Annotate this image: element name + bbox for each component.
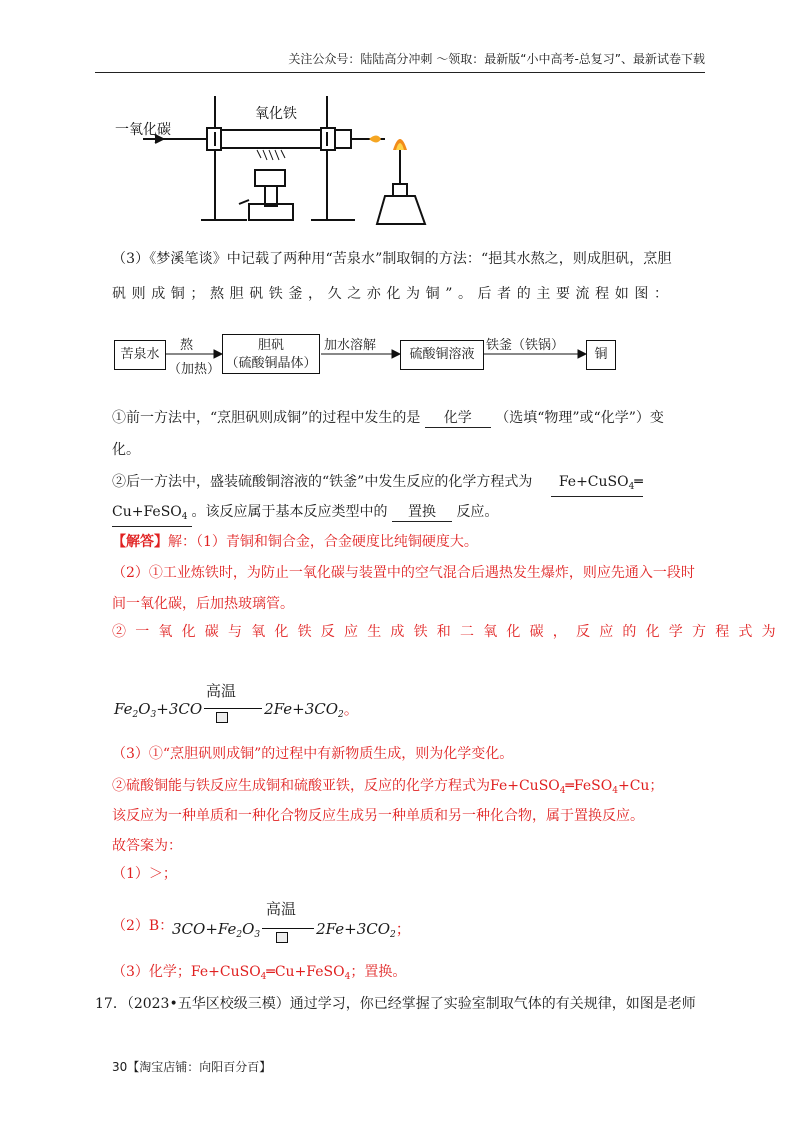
solution-line8: 故答案为： [112,838,182,854]
q3-intro-line2: 矾则成铜；熬胆矾铁釜，久之亦化为铜”。后者的主要流程如图： [112,286,674,302]
solution-line11: （3）化学；Fe+CuSO$_4$═Cu+FeSO$_4$；置换。 [112,964,407,982]
q3-2-answer-part2: Cu+FeSO$_4$ [112,503,192,527]
q3-intro-line1: （3）《梦溪笔谈》中记载了两种用“苦泉水”制取铜的方法：“挹其水熬之，则成胆矾，烹胆 [112,251,672,267]
flow-box2-line2: （硫酸铜晶体） [225,356,317,371]
solution-line6: ②硫酸铜能与铁反应生成铜和硫酸亚铁，反应的化学方程式为Fe+CuSO$_4$═FeSO$_4$+Cu； [112,778,664,796]
q3-2-answer-part1: Fe+CuSO$_4$═ [551,473,643,497]
footer-text: 【淘宝店铺：向阳百分百】 [127,1060,272,1074]
q3-2-line1 [112,472,643,497]
equation-1: $Fe_2O_3+3CO$ $2Fe+3CO_2$。 [114,700,359,720]
page-footer [112,1058,271,1075]
eq1-condition: 高温 [206,682,237,700]
question-17: 17．（2023•五华区校级三模）通过学习，你已经掌握了实验室制取气体的有关规律，如图是老师 [95,996,696,1012]
solution-line2: （2）①工业炼铁时，为防止一氧化碳与装置中的空气混合后遇热发生爆炸，则应先通入一段时 [112,565,695,581]
q3-1-pre: ①前一方法中，“烹胆矾则成铜”的过程中发生的是 [112,410,421,426]
flow-box-copper-sulfate: 硫酸铜溶液 [400,340,484,370]
eq1-placeholder-box [216,712,228,723]
label-co: 一氧化碳 [115,122,171,138]
eq2-placeholder-box [276,932,288,943]
q3-2-post: 反应。 [456,504,499,520]
equation-2: $3CO+Fe_2O_3$ $2Fe+3CO_2$； [172,920,411,940]
solution-line7: 该反应为一种单质和一种化合物反应生成另一种单质和另一种化合物，属于置换反应。 [112,808,644,824]
flow-arrow2-top: 加水溶解 [324,338,377,353]
solution-line4: ②一氧化碳与氧化铁反应生成铁和二氧化碳，反应的化学方程式为 [112,624,785,640]
q3-1-line2: 化。 [112,442,140,458]
flow-box-copper: 铜 [586,340,616,370]
q3-1-line1 [112,408,664,428]
solution-line3: 间一氧化碳，后加热玻璃管。 [112,596,294,612]
q3-2-answer2: 置换 [392,503,452,522]
flow-arrow1-bottom: （加热） [168,362,221,377]
label-fe2o3: 氧化铁 [255,106,297,122]
page-number: 30 [112,1060,128,1074]
solution-line9: （1）＞； [112,866,177,882]
flow-box-spring-water: 苦泉水 [114,340,166,370]
solution-line1: 【解答】解：（1）青铜和铜合金，合金硬度比纯铜硬度大。 [112,534,478,550]
flow-arrow1-top: 熬 [180,338,194,353]
q3-1-post: （选填“物理”或“化学”）变 [495,410,664,426]
solution-line10-label: （2）B： [112,918,174,934]
solution-tag: 【解答】 [112,534,168,550]
q3-2-mid: 。该反应属于基本反应类型中的 [191,504,388,520]
header-text: 关注公众号：陆陆高分冲刺 〜领取：最新版“小中高考-总复习”、最新试卷下载 [288,52,705,66]
flow-arrows [0,0,800,400]
q3-2-line2 [112,502,498,527]
flow-arrow3-top: 铁釜（铁锅） [486,338,565,353]
flow-box2-line1: 胆矾 [257,338,284,353]
q3-2-pre: ②后一方法中，盛装硫酸铜溶液的“铁釜”中发生反应的化学方程式为 [112,474,533,490]
q3-1-answer: 化学 [425,409,491,428]
solution-line5: （3）①“烹胆矾则成铜”的过程中有新物质生成，则为化学变化。 [112,746,514,762]
eq2-condition: 高温 [266,900,297,918]
